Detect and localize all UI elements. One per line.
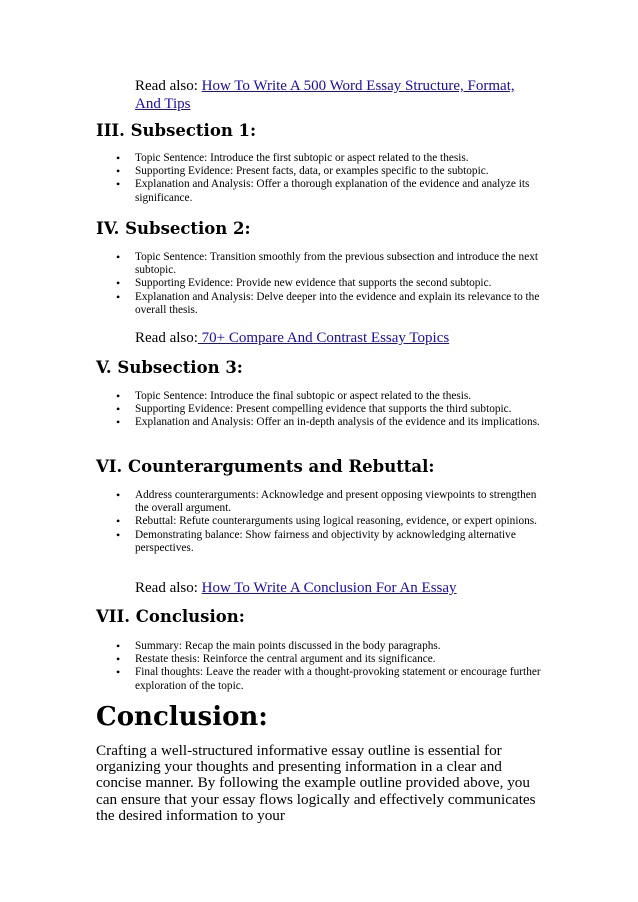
list-item: • Explanation and Analysis: Delve deeper into the evidence and explain its relevance to the overall thesis. bbox=[135, 291, 545, 317]
bullet-list bbox=[135, 640, 545, 693]
read-also-block bbox=[135, 329, 535, 347]
list-item: • Final thoughts: Leave the reader with a thought-provoking statement or encourage further exploration of the topic. bbox=[135, 666, 545, 692]
read-also-link-text: 70+ Compare And Contrast Essay Topics bbox=[197, 330, 450, 346]
list-item: • Topic Sentence: Introduce the first subtopic or aspect related to the thesis. bbox=[135, 152, 545, 165]
bullet-list bbox=[135, 251, 545, 317]
section-heading: IV. Subsection 2: bbox=[96, 219, 251, 238]
list-item: • Supporting Evidence: Provide new evidence that supports the second subtopic. bbox=[135, 277, 545, 290]
list-item: • Supporting Evidence: Present facts, data, or examples specific to the subtopic. bbox=[135, 165, 545, 178]
section-heading: VII. Conclusion: bbox=[96, 607, 245, 626]
read-also-link-text: How To Write A Conclusion For An Essay bbox=[201, 580, 457, 596]
read-also-block bbox=[135, 77, 535, 113]
read-also-block bbox=[135, 579, 535, 597]
bullet-list bbox=[135, 489, 545, 555]
bullet-list bbox=[135, 390, 545, 430]
read-also-label: Read also: bbox=[135, 330, 198, 346]
section-heading: III. Subsection 1: bbox=[96, 121, 257, 140]
list-item: • Explanation and Analysis: Offer an in-depth analysis of the evidence and its implications. bbox=[135, 416, 545, 429]
bullet-list bbox=[135, 152, 545, 205]
read-also-link[interactable] bbox=[198, 330, 449, 346]
section-heading: V. Subsection 3: bbox=[96, 358, 243, 377]
list-item: • Demonstrating balance: Show fairness and objectivity by acknowledging alternative perspectives. bbox=[135, 529, 545, 555]
list-item: • Summary: Recap the main points discussed in the body paragraphs. bbox=[135, 640, 545, 653]
read-also-link-text: How To Write A 500 Word Essay Structure, Format, bbox=[201, 78, 515, 94]
list-item: • Explanation and Analysis: Offer a thorough explanation of the evidence and analyze its significance. bbox=[135, 178, 545, 204]
read-also-label: Read also: bbox=[135, 78, 198, 94]
conclusion-heading: Conclusion: bbox=[96, 702, 268, 732]
conclusion-paragraph: Crafting a well-structured informative essay outline is essential for organizing your thoughts and presenting information in a clear and concise manner. By following the example outline provided above, you can ensure that your essay flows logically and effectively communicates the desired information to your bbox=[96, 742, 536, 824]
read-also-label: Read also: bbox=[135, 580, 198, 596]
read-also-link[interactable] bbox=[202, 580, 457, 596]
section-heading: VI. Counterarguments and Rebuttal: bbox=[96, 457, 435, 476]
list-item: • Rebuttal: Refute counterarguments using logical reasoning, evidence, or expert opinions. bbox=[135, 515, 545, 528]
list-item: • Topic Sentence: Introduce the final subtopic or aspect related to the thesis. bbox=[135, 390, 545, 403]
list-item: • Topic Sentence: Transition smoothly from the previous subsection and introduce the next subtopic. bbox=[135, 251, 545, 277]
list-item: • Restate thesis: Reinforce the central argument and its significance. bbox=[135, 653, 545, 666]
list-item: • Supporting Evidence: Present compelling evidence that supports the third subtopic. bbox=[135, 403, 545, 416]
read-also-link-text: And Tips bbox=[135, 96, 191, 112]
list-item: • Address counterarguments: Acknowledge and present opposing viewpoints to strengthen the overall argument. bbox=[135, 489, 545, 515]
